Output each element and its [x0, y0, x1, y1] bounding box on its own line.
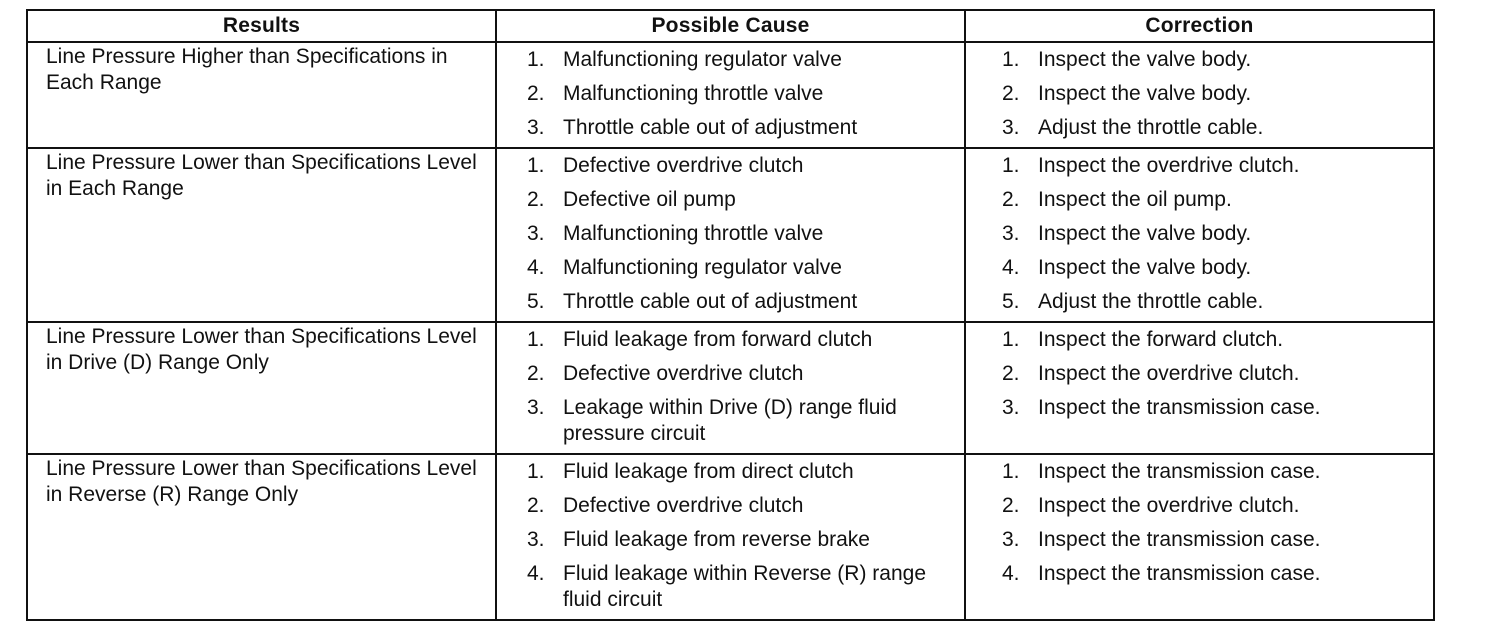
cause-list	[497, 323, 964, 453]
cause-item-number: 1.	[527, 48, 545, 71]
correction-item-number: 3.	[1002, 116, 1020, 139]
correction-item-text: Inspect the transmission case.	[1038, 396, 1321, 419]
correction-item-number: 3.	[1002, 528, 1020, 551]
correction-item	[1002, 459, 1433, 485]
cause-item	[527, 81, 964, 107]
cause-cell	[496, 148, 965, 322]
correction-item-number: 1.	[1002, 154, 1020, 177]
correction-item-text: Inspect the oil pump.	[1038, 188, 1232, 211]
result-cell	[27, 454, 496, 620]
correction-item	[1002, 561, 1433, 587]
cause-item	[527, 493, 964, 519]
correction-item-number: 3.	[1002, 222, 1020, 245]
correction-item-text: Inspect the valve body.	[1038, 222, 1252, 245]
correction-item-text: Inspect the transmission case.	[1038, 528, 1321, 551]
result-text: Line Pressure Lower than Specifications Level in Each Range	[46, 151, 477, 200]
result-cell	[27, 42, 496, 148]
correction-item-text: Inspect the forward clutch.	[1038, 328, 1284, 351]
correction-item-number: 1.	[1002, 460, 1020, 483]
cause-item-text: Fluid leakage within Reverse (R) range fluid circuit	[563, 562, 926, 611]
cause-item	[527, 361, 964, 387]
correction-item-number: 4.	[1002, 256, 1020, 279]
correction-item-text: Inspect the overdrive clutch.	[1038, 362, 1300, 385]
correction-item	[1002, 47, 1433, 73]
correction-item-text: Inspect the valve body.	[1038, 48, 1252, 71]
cause-item-text: Malfunctioning regulator valve	[563, 256, 842, 279]
correction-list	[966, 43, 1433, 147]
cause-item	[527, 221, 964, 247]
correction-item	[1002, 361, 1433, 387]
cause-item-text: Throttle cable out of adjustment	[563, 116, 858, 139]
correction-item	[1002, 221, 1433, 247]
correction-item-number: 5.	[1002, 290, 1020, 313]
correction-item-text: Inspect the transmission case.	[1038, 460, 1321, 483]
table-row	[27, 42, 1434, 148]
cause-item-text: Defective overdrive clutch	[563, 154, 804, 177]
correction-item-text: Adjust the throttle cable.	[1038, 116, 1264, 139]
cause-item-number: 1.	[527, 460, 545, 483]
cause-item	[527, 289, 964, 315]
cause-cell	[496, 322, 965, 454]
cause-item	[527, 327, 964, 353]
correction-cell	[965, 322, 1434, 454]
table-row	[27, 148, 1434, 322]
correction-item-number: 3.	[1002, 396, 1020, 419]
cause-list	[497, 455, 964, 619]
cause-item-text: Malfunctioning throttle valve	[563, 82, 824, 105]
correction-item-text: Inspect the overdrive clutch.	[1038, 494, 1300, 517]
correction-cell	[965, 42, 1434, 148]
correction-item-text: Inspect the valve body.	[1038, 256, 1252, 279]
cause-item-number: 2.	[527, 188, 545, 211]
correction-item-text: Adjust the throttle cable.	[1038, 290, 1264, 313]
cause-item-number: 4.	[527, 256, 545, 279]
correction-cell	[965, 454, 1434, 620]
correction-item	[1002, 187, 1433, 213]
correction-item	[1002, 493, 1433, 519]
cause-item	[527, 47, 964, 73]
cause-cell	[496, 454, 965, 620]
cause-item-text: Throttle cable out of adjustment	[563, 290, 858, 313]
cause-list	[497, 43, 964, 147]
correction-item-number: 2.	[1002, 188, 1020, 211]
correction-item	[1002, 327, 1433, 353]
header-row	[27, 10, 1434, 42]
diagnosis-table	[26, 9, 1435, 621]
cause-item	[527, 187, 964, 213]
cause-item-number: 3.	[527, 396, 545, 419]
result-text: Line Pressure Lower than Specifications Level in Drive (D) Range Only	[46, 325, 477, 374]
cause-item	[527, 527, 964, 553]
cause-item-text: Leakage within Drive (D) range fluid pressure circuit	[563, 396, 897, 445]
cause-item-text: Fluid leakage from reverse brake	[563, 528, 870, 551]
cause-item-number: 4.	[527, 562, 545, 585]
cause-item-number: 2.	[527, 82, 545, 105]
correction-item-number: 1.	[1002, 48, 1020, 71]
correction-item	[1002, 255, 1433, 281]
cause-item-text: Fluid leakage from direct clutch	[563, 460, 854, 483]
cause-item-number: 1.	[527, 154, 545, 177]
correction-item	[1002, 395, 1433, 421]
table-row	[27, 454, 1434, 620]
table-row	[27, 322, 1434, 454]
cause-item-text: Defective oil pump	[563, 188, 736, 211]
cause-item-text: Defective overdrive clutch	[563, 494, 804, 517]
correction-list	[966, 149, 1433, 321]
header-results: Results	[27, 10, 496, 42]
cause-item	[527, 115, 964, 141]
cause-item-text: Malfunctioning throttle valve	[563, 222, 824, 245]
header-possible-cause: Possible Cause	[496, 10, 965, 42]
cause-item-text: Fluid leakage from forward clutch	[563, 328, 873, 351]
correction-item-text: Inspect the transmission case.	[1038, 562, 1321, 585]
cause-item	[527, 561, 964, 613]
result-text: Line Pressure Higher than Specifications in Each Range	[46, 45, 448, 94]
correction-item	[1002, 153, 1433, 179]
correction-item	[1002, 115, 1433, 141]
cause-item	[527, 255, 964, 281]
correction-item	[1002, 81, 1433, 107]
cause-item-number: 3.	[527, 116, 545, 139]
correction-list	[966, 323, 1433, 427]
correction-item-number: 2.	[1002, 362, 1020, 385]
cause-item	[527, 395, 964, 447]
cause-item	[527, 459, 964, 485]
correction-item-number: 4.	[1002, 562, 1020, 585]
correction-item-number: 1.	[1002, 328, 1020, 351]
cause-cell	[496, 42, 965, 148]
cause-item-text: Defective overdrive clutch	[563, 362, 804, 385]
correction-item	[1002, 289, 1433, 315]
correction-item-text: Inspect the valve body.	[1038, 82, 1252, 105]
cause-item-text: Malfunctioning regulator valve	[563, 48, 842, 71]
header-correction: Correction	[965, 10, 1434, 42]
result-cell	[27, 322, 496, 454]
cause-item-number: 1.	[527, 328, 545, 351]
correction-list	[966, 455, 1433, 593]
cause-item	[527, 153, 964, 179]
cause-list	[497, 149, 964, 321]
correction-item-number: 2.	[1002, 494, 1020, 517]
correction-item-number: 2.	[1002, 82, 1020, 105]
cause-item-number: 2.	[527, 494, 545, 517]
cause-item-number: 3.	[527, 528, 545, 551]
cause-item-number: 3.	[527, 222, 545, 245]
table-body	[27, 42, 1434, 620]
correction-cell	[965, 148, 1434, 322]
correction-item-text: Inspect the overdrive clutch.	[1038, 154, 1300, 177]
cause-item-number: 2.	[527, 362, 545, 385]
result-text: Line Pressure Lower than Specifications Level in Reverse (R) Range Only	[46, 457, 477, 506]
correction-item	[1002, 527, 1433, 553]
cause-item-number: 5.	[527, 290, 545, 313]
result-cell	[27, 148, 496, 322]
